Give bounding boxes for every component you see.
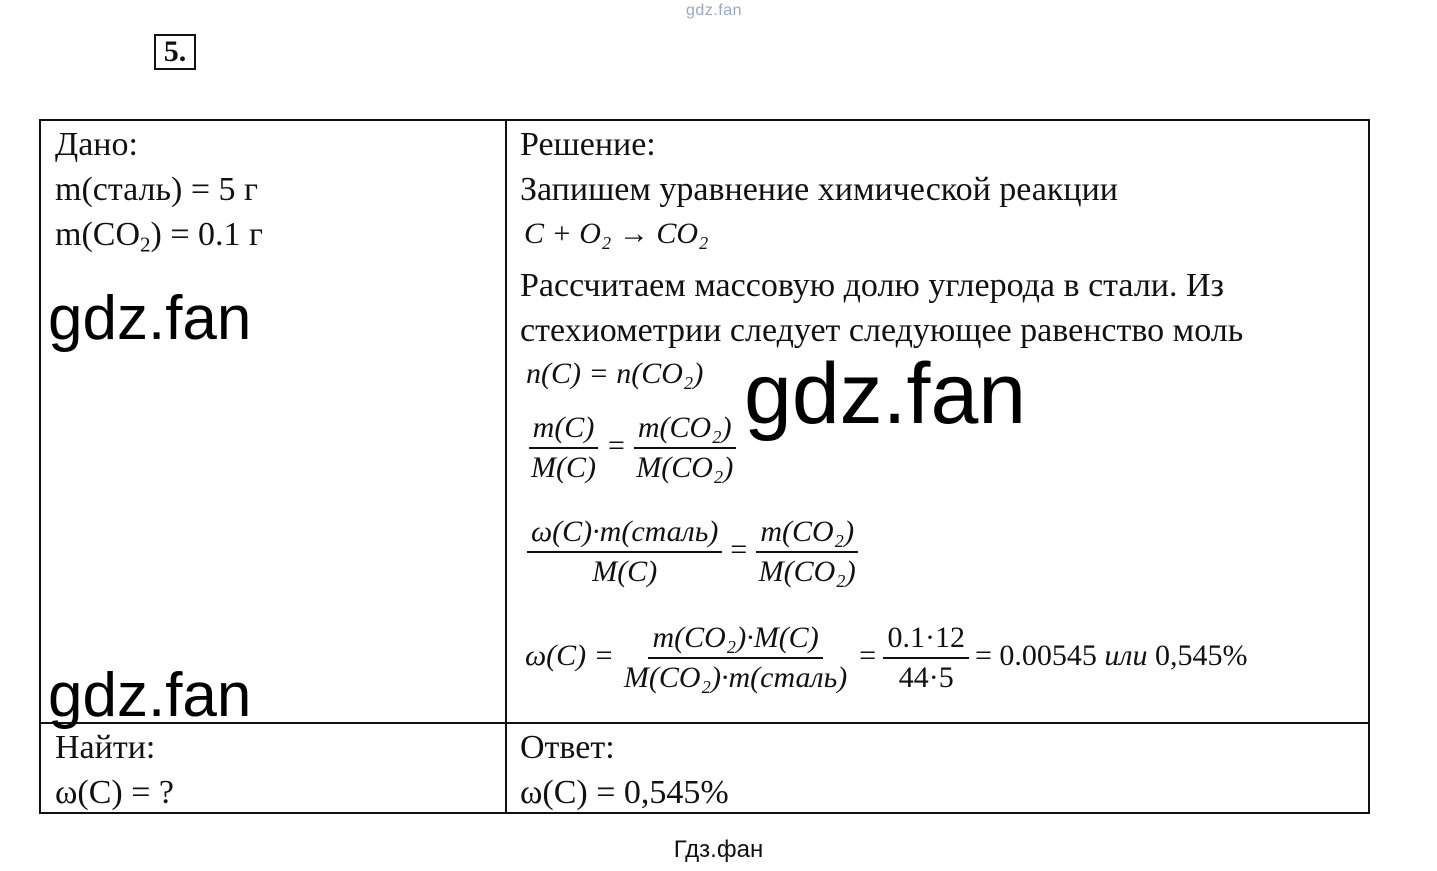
mass-ratio-equation: $\frac{m(C)}{M(C)}$ = $\frac{\text{m(CO₂)}}{\text{M(CO₂)}}$ bbox=[521, 411, 743, 485]
find-header: Найти: bbox=[55, 729, 156, 766]
footer-text: Гдз.фан bbox=[673, 836, 764, 863]
given-header: Дано: bbox=[55, 126, 138, 163]
watermark-left-top: gdz.fan bbox=[48, 284, 252, 353]
watermark-left-bottom: gdz.fan bbox=[48, 661, 252, 730]
find-value: ω(C) = ? bbox=[55, 774, 174, 811]
solution-line-1: Запишем уравнение химической реакции bbox=[520, 171, 1118, 208]
solution-line-3: стехиометрии следует следующее равенство моль bbox=[520, 312, 1244, 349]
reaction-equation: C + O₂ → CO₂ bbox=[524, 217, 709, 250]
solution-line-2: Рассчитаем массовую долю углерода в стали. Из bbox=[520, 267, 1224, 304]
moles-equality: n(C) = n(CO₂) bbox=[526, 357, 704, 390]
final-calculation: ω(C) = $\frac{\text{m(CO₂)·M(C)}}{\text{M(CO₂)·m(сталь)}}$ = $\frac{0.1\cdot 12}{44\cdot 5}$ = 0.00545 или 0,545% bbox=[525, 621, 1248, 694]
mass-fraction-equation: $\frac{\text{ω(C)·m(сталь)}}{M(C)}$ = $\frac{\text{m(CO₂)}}{\text{M(CO₂)}}$ bbox=[521, 515, 866, 589]
answer-header: Ответ: bbox=[520, 729, 615, 766]
column-divider bbox=[505, 121, 507, 812]
problem-number: 5. bbox=[154, 34, 196, 70]
answer-value: ω(C) = 0,545% bbox=[520, 774, 729, 811]
top-watermark: gdz.fan bbox=[686, 2, 742, 19]
watermark-center: gdz.fan bbox=[744, 346, 1027, 442]
given-mass-co2: $m(CO_2) = 0.1$ г bbox=[55, 216, 263, 257]
given-mass-steel: m(сталь) = 5 г bbox=[55, 171, 258, 208]
solution-header: Решение: bbox=[520, 126, 656, 163]
